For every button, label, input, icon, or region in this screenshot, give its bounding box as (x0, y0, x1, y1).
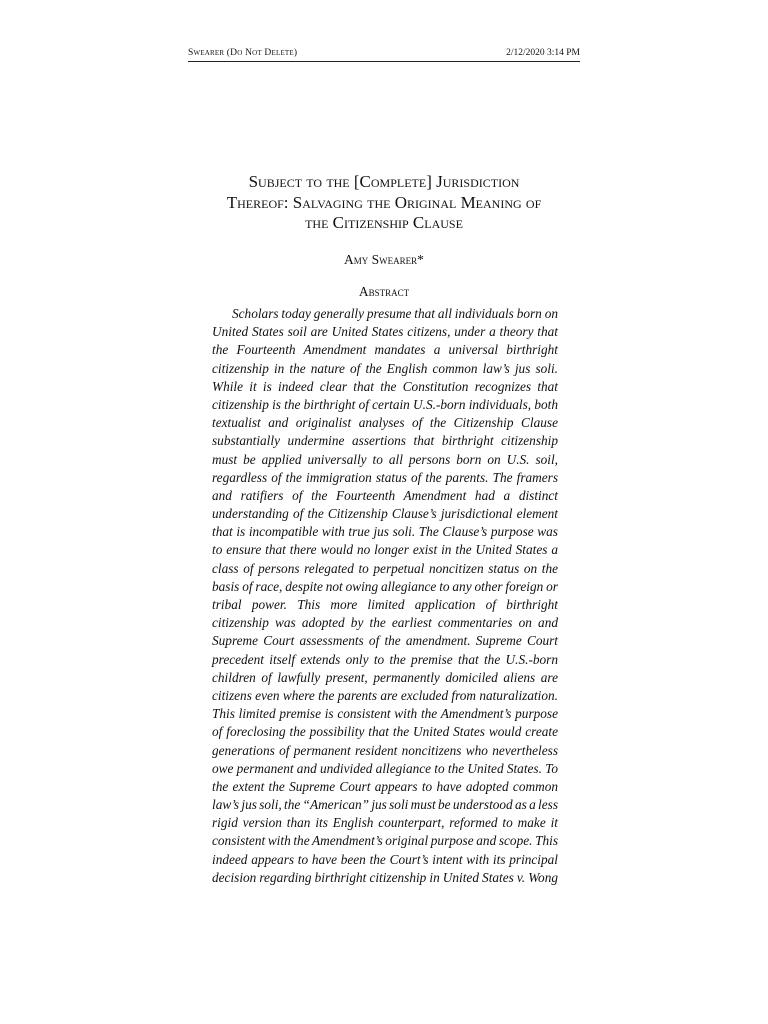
article-title-line: Subject to the [Complete] Jurisdiction (248, 172, 520, 191)
abstract-heading: Abstract (358, 284, 410, 299)
abstract-line: This limited premise is consistent with the Amendment’s purpose (212, 706, 558, 722)
abstract-line: While it is indeed clear that the Constitution recognizes that (212, 378, 558, 394)
abstract-line: textualist and originalist analyses of the Citizenship Clause (212, 415, 558, 431)
author-name: Amy Swearer* (344, 252, 424, 267)
abstract-line: to ensure that there would no longer exist in the United States a (212, 542, 558, 558)
abstract-line: precedent itself extends only to the premise that the U.S.-born (212, 651, 558, 667)
header-author-status: Swearer (Do Not Delete) (188, 48, 298, 58)
abstract-line: United States soil are United States citizens, under a theory that (212, 324, 558, 340)
abstract-line: law’s jus soli, the “American” jus soli must be understood as a less (212, 797, 558, 813)
abstract-line: basis of race, despite not owing allegiance to any other foreign or (212, 578, 558, 594)
abstract-body (212, 305, 558, 887)
abstract-line: substantially undermine assertions that birthright citizenship (212, 433, 558, 449)
abstract-line: citizenship was adopted by the earliest commentaries on and (212, 615, 558, 631)
abstract-line: of foreclosing the possibility that the United States would create (212, 724, 558, 740)
abstract-line: the Fourteenth Amendment mandates a universal birthright (212, 342, 558, 358)
abstract-line: citizens even where the parents are excluded from naturalization. (212, 687, 558, 703)
abstract-line: Scholars today generally presume that all individuals born on (232, 306, 558, 321)
abstract-line: citizenship is the birthright of certain U.S.-born individuals, both (212, 396, 558, 412)
abstract-line: indeed appears to have been the Court’s intent with its principal (212, 851, 558, 867)
abstract-line: citizenship in the nature of the English common law’s jus soli. (212, 360, 558, 376)
article-title-line: the Citizenship Clause (305, 213, 463, 232)
abstract-line: and ratifiers of the Fourteenth Amendment had a distinct (212, 487, 558, 503)
abstract-line: that is incompatible with true jus soli. The Clause’s purpose was (212, 524, 558, 540)
header-timestamp: 2/12/2020 3:14 PM (506, 48, 580, 58)
abstract-line: regardless of the immigration status of the parents. The framers (212, 469, 558, 485)
abstract-line: rigid version than its English counterpart, reformed to make it (212, 815, 558, 831)
abstract-line: generations of permanent resident noncitizens who nevertheless (212, 742, 558, 758)
abstract-line: owe permanent and undivided allegiance to the United States. To (212, 760, 558, 776)
running-header (188, 47, 580, 62)
abstract-line: children of lawfully present, permanently domiciled aliens are (212, 669, 558, 685)
article-title (188, 172, 580, 234)
abstract-line: understanding of the Citizenship Clause’s jurisdictional element (212, 506, 558, 522)
abstract-line: decision regarding birthright citizenship in United States v. Wong (212, 869, 558, 885)
abstract-line: tribal power. This more limited application of birthright (212, 597, 558, 612)
abstract-line: must be applied universally to all persons born on U.S. soil, (212, 451, 558, 467)
article-title-line: Thereof: Salvaging the Original Meaning of (226, 192, 542, 212)
abstract-line: consistent with the Amendment’s original purpose and scope. This (212, 833, 558, 849)
abstract-line: class of persons relegated to perpetual noncitizen status on the (212, 560, 558, 576)
abstract-line: Supreme Court assessments of the amendment. Supreme Court (212, 633, 558, 649)
abstract-line: the extent the Supreme Court appears to have adopted common (212, 778, 558, 794)
